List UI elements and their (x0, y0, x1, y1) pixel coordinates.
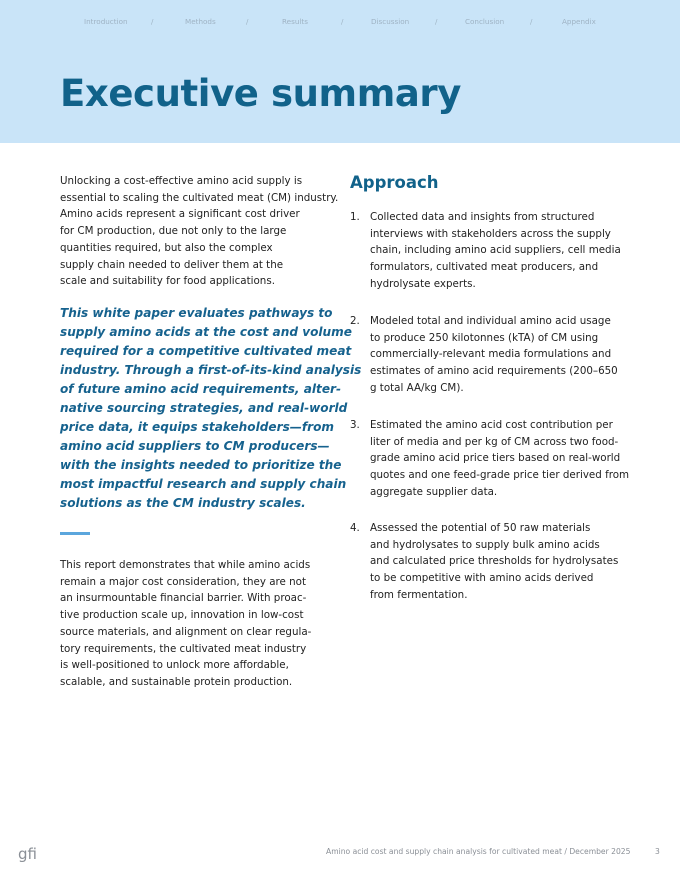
closing-paragraph (60, 557, 320, 691)
text-line: estimates of amino acid requirements (200–650 (370, 365, 618, 378)
text-line: commercially-relevant media formulations and (370, 348, 612, 361)
text-line: essential to scaling the cultivated meat (CM) industry. (60, 191, 339, 204)
nav-separator: / (341, 17, 344, 26)
step-number: 2. (350, 315, 360, 327)
text-line: chain, including amino acid suppliers, cell media (370, 244, 621, 257)
nav-separator: / (435, 17, 438, 26)
text-line: with the insights needed to prioritize the (60, 458, 342, 472)
text-line: Unlocking a cost-effective amino acid supply is (60, 175, 303, 187)
step-number: 4. (350, 522, 360, 534)
section-nav (0, 17, 680, 31)
nav-separator: / (151, 17, 154, 26)
text-line: scalable, and sustainable protein production. (60, 675, 293, 688)
text-line: of future amino acid requirements, alter- (60, 382, 342, 396)
gfi-logo (18, 842, 40, 864)
text-line: supply chain needed to deliver them at the (60, 258, 284, 271)
nav-link-conclusion[interactable]: Conclusion (465, 17, 505, 26)
text-line: interviews with stakeholders across the supply (370, 227, 611, 240)
text-line: hydrolysate experts. (370, 277, 476, 290)
page-title: Executive summary (60, 72, 461, 115)
text-line: an insurmountable financial barrier. With proac- (60, 592, 307, 605)
nav-link-introduction[interactable]: Introduction (84, 17, 128, 26)
lead-statement (60, 304, 362, 513)
text-line: price data, it equips stakeholders—from (60, 420, 334, 434)
text-line: remain a major cost consideration, they are not (60, 575, 307, 588)
text-line: quantities required, but also the complex (60, 241, 273, 254)
text-line: Estimated the amino acid cost contribution per (370, 419, 613, 431)
step-text (370, 520, 618, 604)
text-line: most impactful research and supply chain (60, 477, 347, 491)
intro-paragraph (60, 173, 339, 290)
text-line: g total AA/kg CM). (370, 381, 464, 394)
step-number: 3. (350, 419, 360, 431)
text-line: Amino acids represent a significant cost driver (60, 208, 300, 221)
logo-text: gfi (18, 845, 37, 863)
text-line: quotes and one feed-grade price tier derived from (370, 469, 630, 482)
text-line: amino acid suppliers to CM producers— (60, 439, 330, 453)
nav-separator: / (530, 17, 533, 26)
text-line: tive production scale up, innovation in low-cost (60, 609, 304, 622)
nav-link-methods[interactable]: Methods (185, 17, 216, 26)
text-line: This white paper evaluates pathways to (60, 306, 333, 320)
text-line: grade amino acid price tiers based on real-world (370, 452, 621, 465)
text-line: and hydrolysates to supply bulk amino acids (370, 538, 600, 551)
nav-link-discussion[interactable]: Discussion (371, 17, 410, 26)
approach-heading: Approach (350, 173, 439, 192)
text-line: from fermentation. (370, 588, 468, 601)
step-text (370, 209, 621, 293)
text-line: to produce 250 kilotonnes (kTA) of CM using (370, 331, 599, 344)
header-band (0, 0, 680, 143)
accent-divider (60, 532, 90, 535)
step-text (370, 313, 618, 397)
text-line: This report demonstrates that while amino acids (60, 559, 311, 571)
text-line: native sourcing strategies, and real-world (60, 401, 348, 415)
text-line: tory requirements, the cultivated meat industry (60, 642, 307, 655)
footer-document-title: Amino acid cost and supply chain analysis for cultivated meat / December 2025 (326, 847, 631, 856)
text-line: Modeled total and individual amino acid usage (370, 315, 611, 327)
text-line: source materials, and alignment on clear regula- (60, 625, 312, 638)
text-line: industry. Through a first-of-its-kind analysis (60, 363, 362, 377)
text-line: to be competitive with amino acids derived (370, 572, 594, 585)
text-line: scale and suitability for food applications. (60, 275, 275, 288)
step-number: 1. (350, 211, 360, 223)
text-line: aggregate supplier data. (370, 485, 498, 498)
text-line: required for a competitive cultivated meat (60, 344, 352, 358)
text-line: supply amino acids at the cost and volume (60, 325, 352, 339)
text-line: is well-positioned to unlock more affordable, (60, 659, 289, 672)
text-line: for CM production, due not only to the large (60, 225, 287, 238)
nav-separator: / (246, 17, 249, 26)
nav-link-results[interactable]: Results (282, 17, 308, 26)
nav-link-appendix[interactable]: Appendix (562, 17, 596, 26)
page-number: 3 (655, 847, 660, 856)
text-line: Assessed the potential of 50 raw materials (370, 522, 591, 534)
text-line: and calculated price thresholds for hydrolysates (370, 555, 619, 568)
text-line: liter of media and per kg of CM across two food- (370, 435, 619, 448)
text-line: formulators, cultivated meat producers, and (370, 261, 599, 274)
text-line: solutions as the CM industry scales. (60, 496, 306, 510)
step-text (370, 417, 629, 501)
text-line: Collected data and insights from structured (370, 211, 595, 223)
